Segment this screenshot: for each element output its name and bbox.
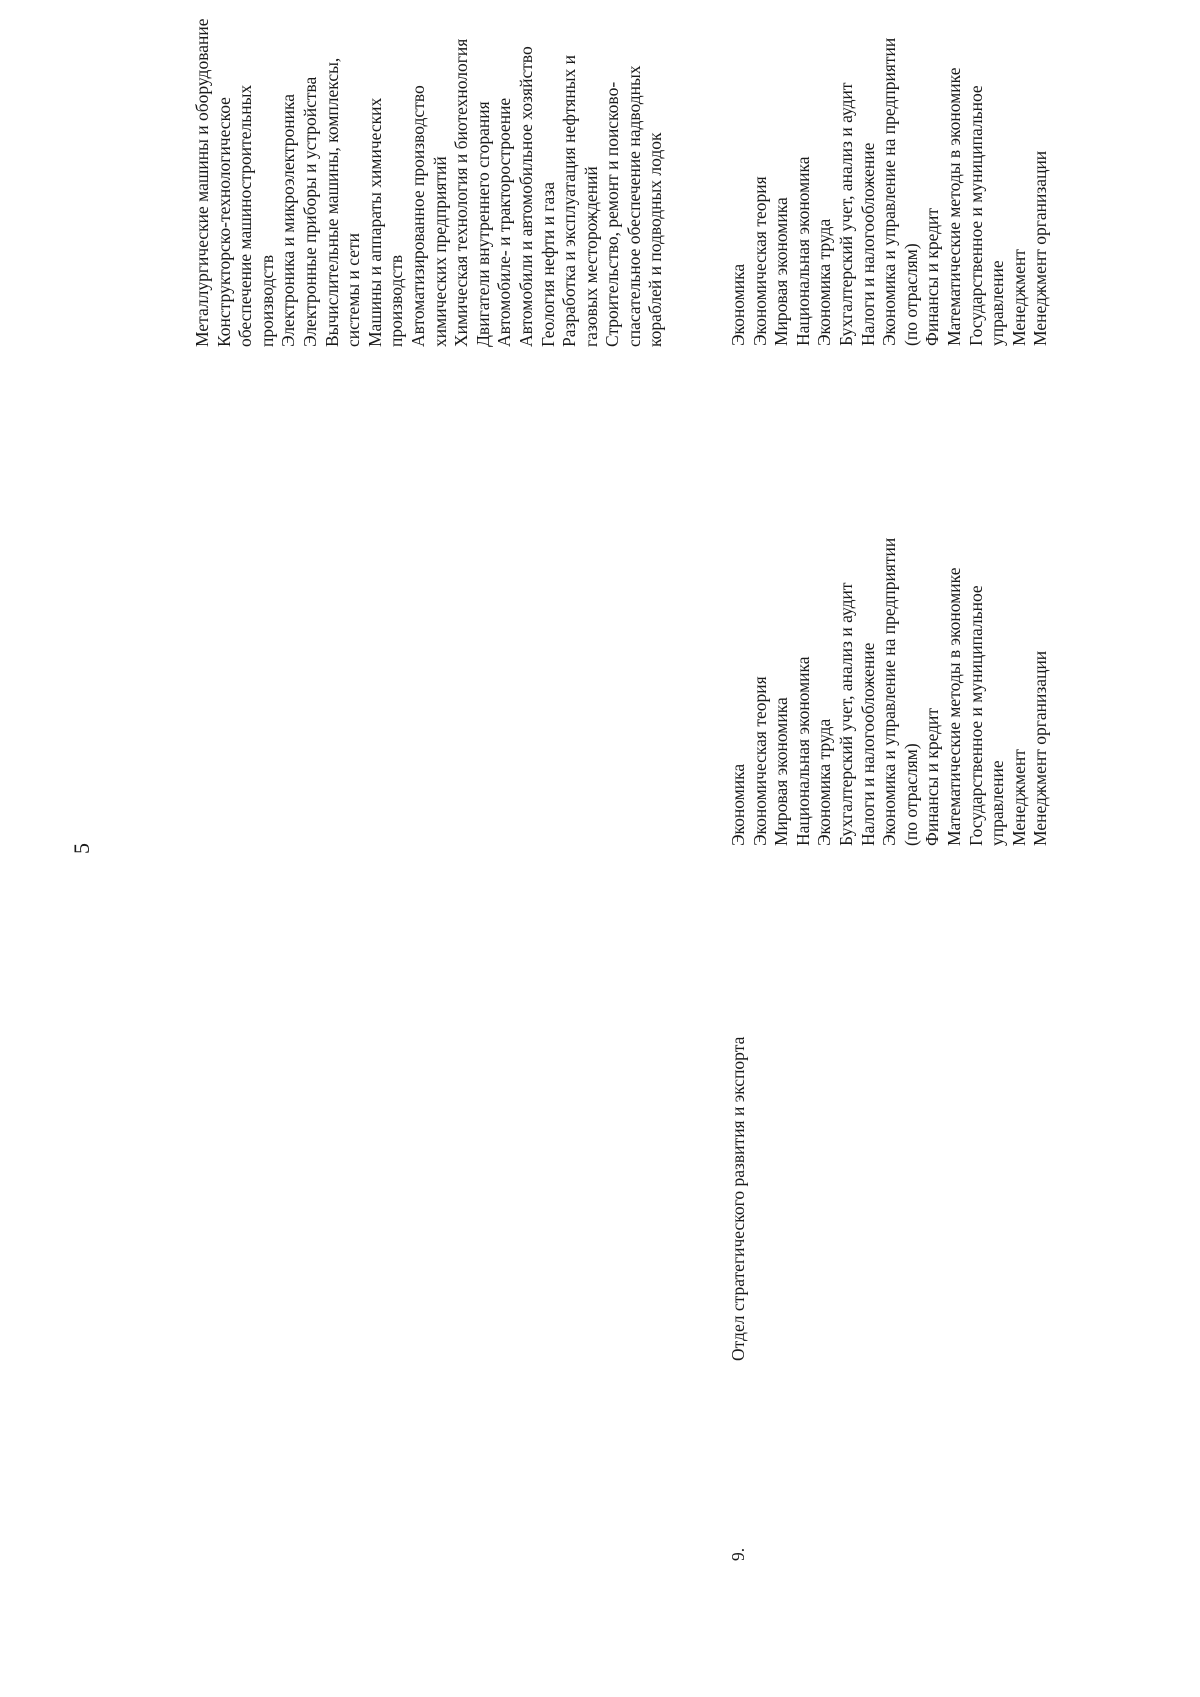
list-item: (по отраслям) <box>900 743 921 846</box>
list-item: управление <box>987 760 1008 846</box>
list-item: Экономика <box>728 263 748 346</box>
list-item: Менеджмент организации <box>1030 150 1051 346</box>
list-item: Разработка и эксплуатация нефтяных и <box>559 55 580 347</box>
list-item: (по отраслям) <box>900 243 921 346</box>
list-item: Финансы и кредит <box>922 707 943 846</box>
row-specialties-column-2 <box>728 538 1052 846</box>
list-item: Менеджмент <box>1008 749 1029 846</box>
list-item: Конструкторско-технологическое <box>213 97 234 347</box>
list-item: Химическая технология и биотехнология <box>451 38 472 347</box>
list-item: Вычислительные машины, комплексы, <box>321 57 342 347</box>
list-item: Электроника и микроэлектроника <box>278 93 299 347</box>
list-item: Экономика труда <box>814 718 835 846</box>
list-item: Геология нефти и газа <box>537 182 558 347</box>
list-item: Бухгалтерский учет, анализ и аудит <box>835 82 856 346</box>
list-item: Национальная экономика <box>792 156 813 346</box>
list-item: Государственное и муниципальное <box>965 585 986 846</box>
list-item: Экономическая теория <box>749 176 770 346</box>
list-item: Машины и аппараты химических <box>364 97 385 347</box>
list-item: Бухгалтерский учет, анализ и аудит <box>835 582 856 846</box>
list-item: Электронные приборы и устройства <box>299 76 320 347</box>
list-item: производств <box>386 254 407 347</box>
list-item: системы и сети <box>343 232 364 347</box>
list-item: Математические методы в экономике <box>943 567 964 846</box>
list-item: Металлургические машины и оборудование <box>192 18 212 347</box>
list-item: Автомобиле- и тракторостроение <box>494 97 515 347</box>
list-item: Налоги и налогообложение <box>857 142 878 346</box>
list-item: Строительство, ремонт и поисково- <box>602 81 623 347</box>
list-item: кораблей и подводных лодок <box>645 132 666 347</box>
list-item: производств <box>256 254 277 347</box>
list-item: Менеджмент <box>1008 249 1029 346</box>
department-name: Отдел стратегического развития и экспорта <box>728 1036 748 1361</box>
list-item: Экономика и управление на предприятии <box>879 537 900 846</box>
list-item: Мировая экономика <box>771 697 792 846</box>
list-item: Двигатели внутреннего сгорания <box>472 101 493 347</box>
list-item: Мировая экономика <box>771 197 792 346</box>
list-item: Национальная экономика <box>792 656 813 846</box>
row-number: 9. <box>728 1547 748 1561</box>
list-item: Менеджмент организации <box>1030 650 1051 846</box>
list-item: обеспечение машиностроительных <box>235 84 256 347</box>
page-number: 5 <box>69 843 94 854</box>
list-item: Финансы и кредит <box>922 207 943 346</box>
list-item: Государственное и муниципальное <box>965 85 986 346</box>
list-item: Экономика труда <box>814 218 835 346</box>
list-item: Автоматизированное производство <box>407 85 428 347</box>
list-item: химических предприятий <box>429 156 450 347</box>
row-specialties-column-3 <box>728 38 1052 346</box>
list-item: Экономика <box>728 763 748 846</box>
list-item: Экономическая теория <box>749 676 770 846</box>
list-item: Экономика и управление на предприятии <box>879 37 900 346</box>
list-item: Математические методы в экономике <box>943 67 964 346</box>
list-item: Налоги и налогообложение <box>857 642 878 846</box>
list-item: Автомобили и автомобильное хозяйство <box>515 46 536 347</box>
list-item: газовых месторождений <box>580 166 601 347</box>
list-item: спасательное обеспечение надводных <box>623 65 644 347</box>
continued-specialties-list <box>192 19 667 348</box>
list-item: управление <box>987 260 1008 346</box>
